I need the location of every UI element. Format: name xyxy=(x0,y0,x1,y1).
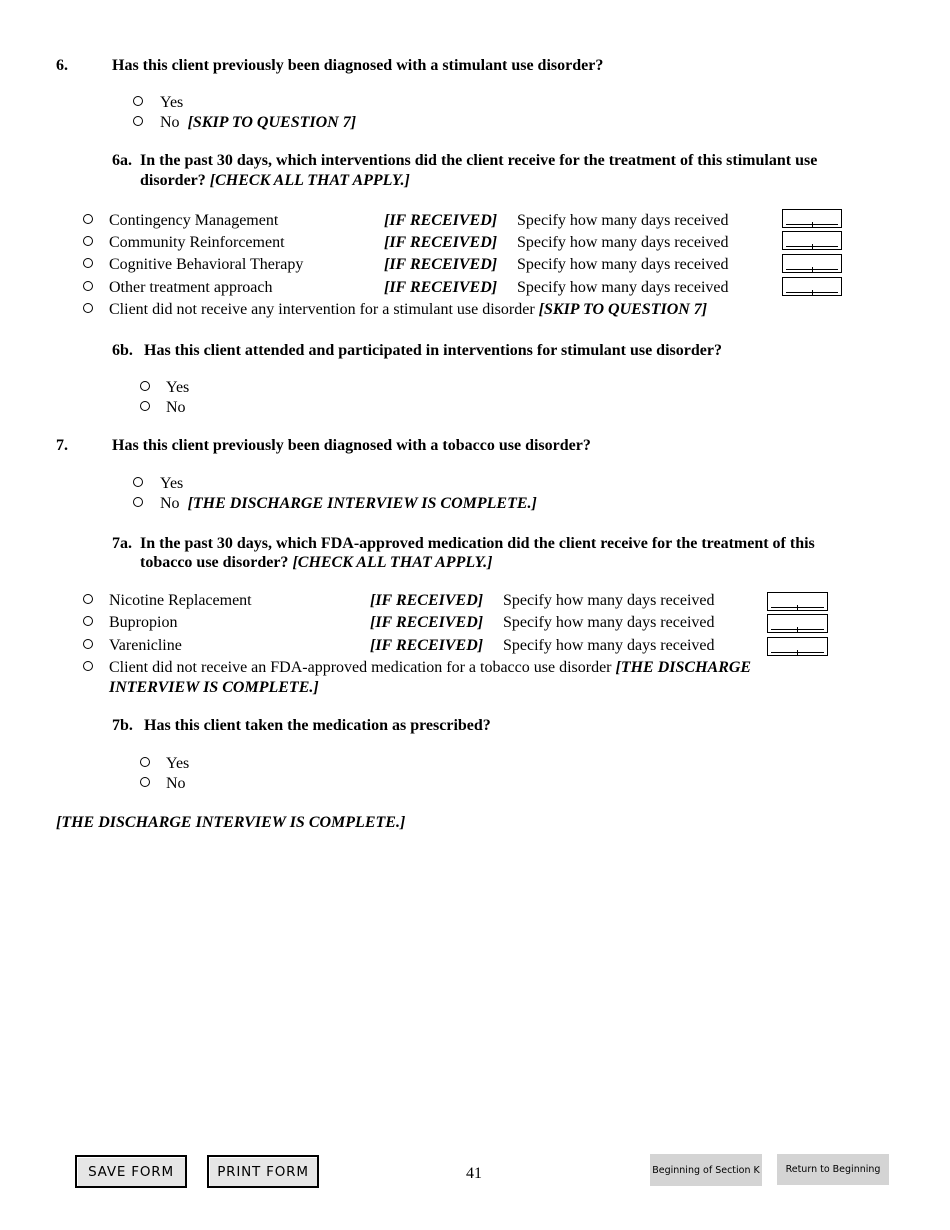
q7-no-complete-instruction: [THE DISCHARGE INTERVIEW IS COMPLETE.] xyxy=(187,495,537,512)
q7a-question-line2 xyxy=(140,554,492,572)
q7a-specify-days: Specify how many days received xyxy=(503,592,715,609)
q7b-number: 7b. xyxy=(112,717,133,734)
q7-no-text: No xyxy=(160,495,180,512)
q7a-item-label: Varenicline xyxy=(109,637,182,654)
q7a-item-radio[interactable] xyxy=(83,639,93,649)
q7a-none-complete-instruction: [THE DISCHARGE xyxy=(615,659,752,676)
q6b-no-radio[interactable] xyxy=(140,401,150,411)
q6a-item-radio[interactable] xyxy=(83,281,93,291)
q6a-question-line2 xyxy=(140,172,410,190)
q7a-item-label: Nicotine Replacement xyxy=(109,592,252,609)
q7-no-label xyxy=(160,495,537,513)
q7b-no-radio[interactable] xyxy=(140,777,150,787)
q6-question: Has this client previously been diagnosed with a stimulant use disorder? xyxy=(112,57,604,74)
q6-yes-radio[interactable] xyxy=(133,96,143,106)
q6b-no-label: No xyxy=(166,399,186,416)
q6a-item-label: Cognitive Behavioral Therapy xyxy=(109,256,304,273)
q6a-item-radio[interactable] xyxy=(83,214,93,224)
discharge-complete-note: [THE DISCHARGE INTERVIEW IS COMPLETE.] xyxy=(56,814,406,831)
q6a-none-skip-instruction: [SKIP TO QUESTION 7] xyxy=(538,301,708,318)
q7a-item-radio[interactable] xyxy=(83,594,93,604)
q6b-number: 6b. xyxy=(112,342,133,359)
q6a-question-line2-text: disorder? xyxy=(140,172,206,189)
save-form-button[interactable]: SAVE FORM xyxy=(75,1155,187,1188)
q6a-check-all-instruction: [CHECK ALL THAT APPLY.] xyxy=(209,172,410,189)
page-number: 41 xyxy=(466,1165,482,1182)
q6a-none-radio[interactable] xyxy=(83,303,93,313)
q7b-no-label: No xyxy=(166,775,186,792)
q6a-number: 6a. xyxy=(112,152,132,169)
q6b-yes-radio[interactable] xyxy=(140,381,150,391)
q6a-item-radio[interactable] xyxy=(83,258,93,268)
q6a-item-label: Contingency Management xyxy=(109,212,279,229)
q7a-if-received: [IF RECEIVED] xyxy=(370,614,484,631)
q6a-days-input[interactable] xyxy=(782,231,842,250)
q7a-none-label-line2: INTERVIEW IS COMPLETE.] xyxy=(109,679,319,696)
q7-no-radio[interactable] xyxy=(133,497,143,507)
q7a-if-received: [IF RECEIVED] xyxy=(370,637,484,654)
q7a-none-radio[interactable] xyxy=(83,661,93,671)
q6-yes-label: Yes xyxy=(160,94,184,111)
q7-yes-radio[interactable] xyxy=(133,477,143,487)
q7-question: Has this client previously been diagnosed with a tobacco use disorder? xyxy=(112,437,591,454)
q6a-none-text: Client did not receive any intervention for a stimulant use disorder xyxy=(109,301,535,318)
q6a-specify-days: Specify how many days received xyxy=(517,279,729,296)
q6-no-radio[interactable] xyxy=(133,116,143,126)
q7-number: 7. xyxy=(56,437,68,454)
q7a-none-text: Client did not receive an FDA-approved medication for a tobacco use disorder xyxy=(109,659,612,676)
q7a-item-label: Bupropion xyxy=(109,614,178,631)
q7a-item-radio[interactable] xyxy=(83,616,93,626)
print-form-button[interactable]: PRINT FORM xyxy=(207,1155,319,1188)
q7a-none-label-line1 xyxy=(109,659,751,677)
q7a-question-line2-text: tobacco use disorder? xyxy=(140,554,289,571)
q7a-days-input[interactable] xyxy=(767,614,828,633)
q7b-yes-radio[interactable] xyxy=(140,757,150,767)
q6a-if-received: [IF RECEIVED] xyxy=(384,234,498,251)
q6a-none-label xyxy=(109,301,707,319)
q6a-days-input[interactable] xyxy=(782,209,842,228)
q7a-number: 7a. xyxy=(112,535,132,552)
q6a-days-input[interactable] xyxy=(782,277,842,296)
q6a-item-radio[interactable] xyxy=(83,236,93,246)
q6a-days-input[interactable] xyxy=(782,254,842,273)
q6a-if-received: [IF RECEIVED] xyxy=(384,256,498,273)
q7a-if-received: [IF RECEIVED] xyxy=(370,592,484,609)
q7a-days-input[interactable] xyxy=(767,637,828,656)
q7a-specify-days: Specify how many days received xyxy=(503,637,715,654)
q6a-if-received: [IF RECEIVED] xyxy=(384,212,498,229)
q7a-days-input[interactable] xyxy=(767,592,828,611)
beginning-of-section-k-button[interactable]: Beginning of Section K xyxy=(650,1154,762,1186)
return-to-beginning-button[interactable]: Return to Beginning xyxy=(777,1154,889,1185)
q6a-item-label: Other treatment approach xyxy=(109,279,273,296)
q6b-yes-label: Yes xyxy=(166,379,190,396)
q7a-specify-days: Specify how many days received xyxy=(503,614,715,631)
q7b-yes-label: Yes xyxy=(166,755,190,772)
q6a-specify-days: Specify how many days received xyxy=(517,256,729,273)
q6-no-label xyxy=(160,114,356,132)
q6-number: 6. xyxy=(56,57,68,74)
q7a-check-all-instruction: [CHECK ALL THAT APPLY.] xyxy=(292,554,493,571)
q6a-if-received: [IF RECEIVED] xyxy=(384,279,498,296)
q7a-question-line1: In the past 30 days, which FDA-approved medication did the client receive for the treatment of this xyxy=(140,535,815,552)
q6a-specify-days: Specify how many days received xyxy=(517,234,729,251)
q6b-question: Has this client attended and participated in interventions for stimulant use disorder? xyxy=(144,342,722,359)
q6-no-skip-instruction: [SKIP TO QUESTION 7] xyxy=(187,114,357,131)
q6-no-text: No xyxy=(160,114,180,131)
q6a-question-line1: In the past 30 days, which interventions did the client receive for the treatment of this stimulant use xyxy=(140,152,818,169)
q6a-item-label: Community Reinforcement xyxy=(109,234,285,251)
q7b-question: Has this client taken the medication as prescribed? xyxy=(144,717,491,734)
q7-yes-label: Yes xyxy=(160,475,184,492)
q6a-specify-days: Specify how many days received xyxy=(517,212,729,229)
